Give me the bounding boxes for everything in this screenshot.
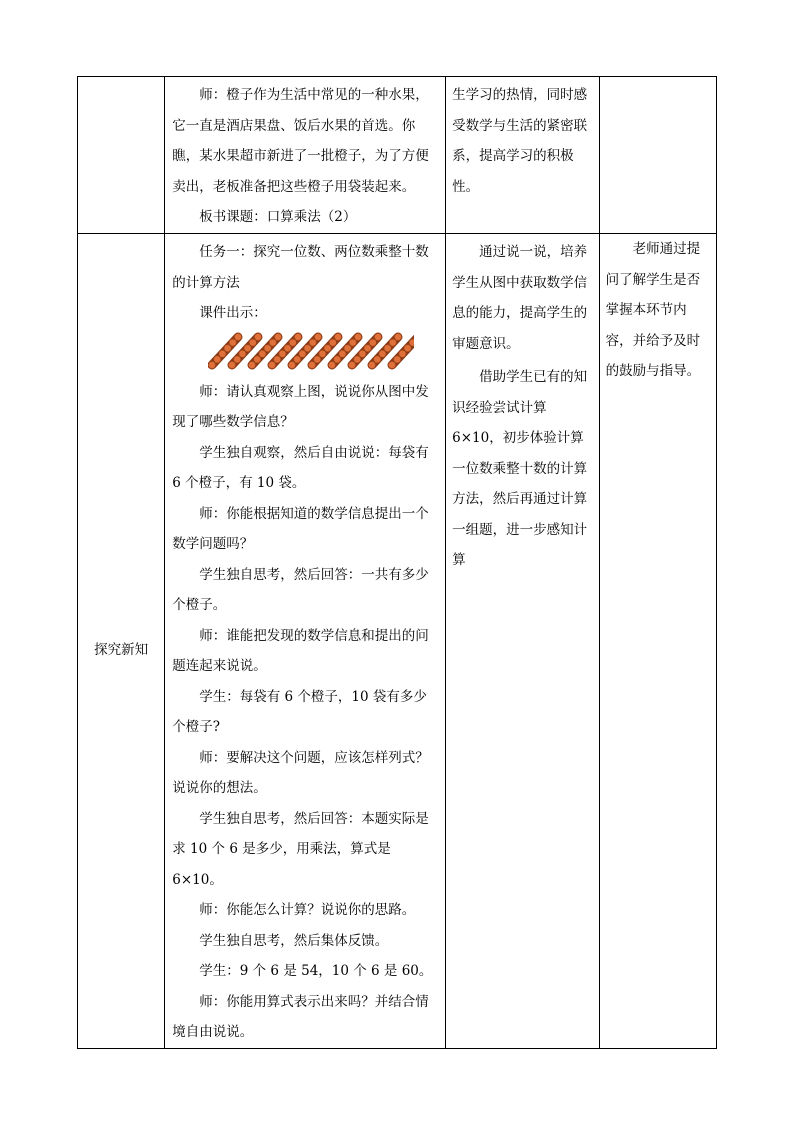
notes-cell-empty xyxy=(599,77,716,234)
table-row xyxy=(78,234,717,1049)
content-cell xyxy=(165,77,446,234)
paragraph: 师：请认真观察上图，说说你从图中发现了哪些数学信息？ xyxy=(172,383,429,430)
orange xyxy=(394,355,401,362)
orange xyxy=(319,350,326,357)
courseware-label: 课件出示： xyxy=(199,305,267,321)
orange xyxy=(249,339,256,346)
orange xyxy=(244,344,251,351)
content-cell xyxy=(165,234,446,1049)
purpose-text: 通过说一说，培养学生从图中获取数学信息的能力，提高学生的审题意识。 xyxy=(452,244,588,352)
orange xyxy=(329,339,336,346)
orange-bags-image xyxy=(172,329,438,377)
lesson-plan-table xyxy=(77,76,717,1049)
orange-bags-illustration xyxy=(208,331,414,371)
orange xyxy=(354,355,361,362)
orange xyxy=(214,355,221,362)
orange xyxy=(339,350,346,357)
orange xyxy=(309,339,316,346)
paragraph: 师：要解决这个问题，应该怎样列式？说说你的想法。 xyxy=(172,749,429,796)
orange xyxy=(399,350,406,357)
orange xyxy=(389,361,396,368)
orange xyxy=(254,355,261,362)
orange xyxy=(334,355,341,362)
stage-label: 探究新知 xyxy=(94,641,149,658)
paragraph: 学生独自思考，然后回答：一共有多少个橙子。 xyxy=(172,566,429,613)
orange xyxy=(269,361,276,368)
orange xyxy=(299,350,306,357)
orange xyxy=(409,339,414,346)
orange xyxy=(235,333,242,340)
orange xyxy=(275,333,282,340)
orange xyxy=(274,355,281,362)
orange xyxy=(364,344,371,351)
orange xyxy=(264,344,271,351)
orange xyxy=(404,344,411,351)
orange xyxy=(374,355,381,362)
orange xyxy=(239,350,246,357)
board-title: 板书课题：口算乘法（2） xyxy=(199,209,357,225)
orange xyxy=(369,361,376,368)
orange xyxy=(304,344,311,351)
stage-cell-empty xyxy=(78,77,165,234)
purpose-cell xyxy=(446,234,599,1049)
table-row xyxy=(78,77,717,234)
orange xyxy=(234,355,241,362)
paragraph: 师：谁能把发现的数学信息和提出的问题连起来说说。 xyxy=(172,627,429,674)
orange xyxy=(229,339,236,346)
purpose-cell xyxy=(446,77,599,234)
orange xyxy=(295,333,302,340)
task-title: 任务一：探究一位数、两位数乘整十数的计算方法 xyxy=(172,244,429,291)
orange xyxy=(279,350,286,357)
orange xyxy=(269,339,276,346)
orange xyxy=(249,361,256,368)
paragraph: 师：橙子作为生活中常见的一种水果，它一直是酒店果盘、饭后水果的首选。你瞧，某水果超市新进了一批橙子，为了方便卖出，老板准备把这些橙子用袋装起来。 xyxy=(172,87,429,195)
orange xyxy=(349,339,356,346)
orange xyxy=(379,350,386,357)
purpose-text: 借助学生已有的知识经验尝试计算 6×10，初步体验计算一位数乘整十数的计算方法，然后再通过计算一组题，进一步感知计算 xyxy=(452,369,588,568)
orange xyxy=(259,350,266,357)
orange xyxy=(224,344,231,351)
orange xyxy=(375,333,382,340)
paragraph: 师：你能用算式表示出来吗？并结合情境自由说说。 xyxy=(172,993,429,1040)
stage-cell xyxy=(78,234,165,1049)
paragraph: 学生独自观察，然后自由说说：每袋有 6 个橙子，有 10 袋。 xyxy=(172,444,429,491)
orange xyxy=(389,339,396,346)
orange xyxy=(209,361,216,368)
paragraph: 学生独自思考，然后集体反馈。 xyxy=(199,932,389,949)
orange xyxy=(255,333,262,340)
orange xyxy=(335,333,342,340)
orange xyxy=(355,333,362,340)
paragraph: 师：你能根据知道的数学信息提出一个数学问题吗？ xyxy=(172,505,429,552)
orange xyxy=(344,344,351,351)
orange xyxy=(284,344,291,351)
orange xyxy=(314,355,321,362)
orange xyxy=(289,339,296,346)
orange xyxy=(309,361,316,368)
orange xyxy=(395,333,402,340)
orange xyxy=(289,361,296,368)
orange xyxy=(229,361,236,368)
paragraph: 师：你能怎么计算？说说你的思路。 xyxy=(199,902,416,918)
paragraph: 学生独自思考，然后回答：本题实际是求 10 个 6 是多少，用乘法，算式是 6×10。 xyxy=(172,810,429,888)
orange xyxy=(359,350,366,357)
notes-cell xyxy=(599,234,716,1049)
orange xyxy=(324,344,331,351)
orange xyxy=(315,333,322,340)
orange xyxy=(349,361,356,368)
orange xyxy=(329,361,336,368)
orange xyxy=(219,350,226,357)
teacher-notes: 老师通过提问了解学生是否掌握本环节内容，并给予及时的鼓励与指导。 xyxy=(605,241,701,379)
paragraph: 学生：9 个 6 是 54，10 个 6 是 60。 xyxy=(199,963,433,979)
orange xyxy=(369,339,376,346)
orange xyxy=(294,355,301,362)
orange xyxy=(384,344,391,351)
purpose-text: 生学习的热情，同时感受数学与生活的紧密联系，提高学习的积极性。 xyxy=(452,87,588,195)
paragraph: 学生：每袋有 6 个橙子，10 袋有多少个橙子? xyxy=(172,688,427,735)
